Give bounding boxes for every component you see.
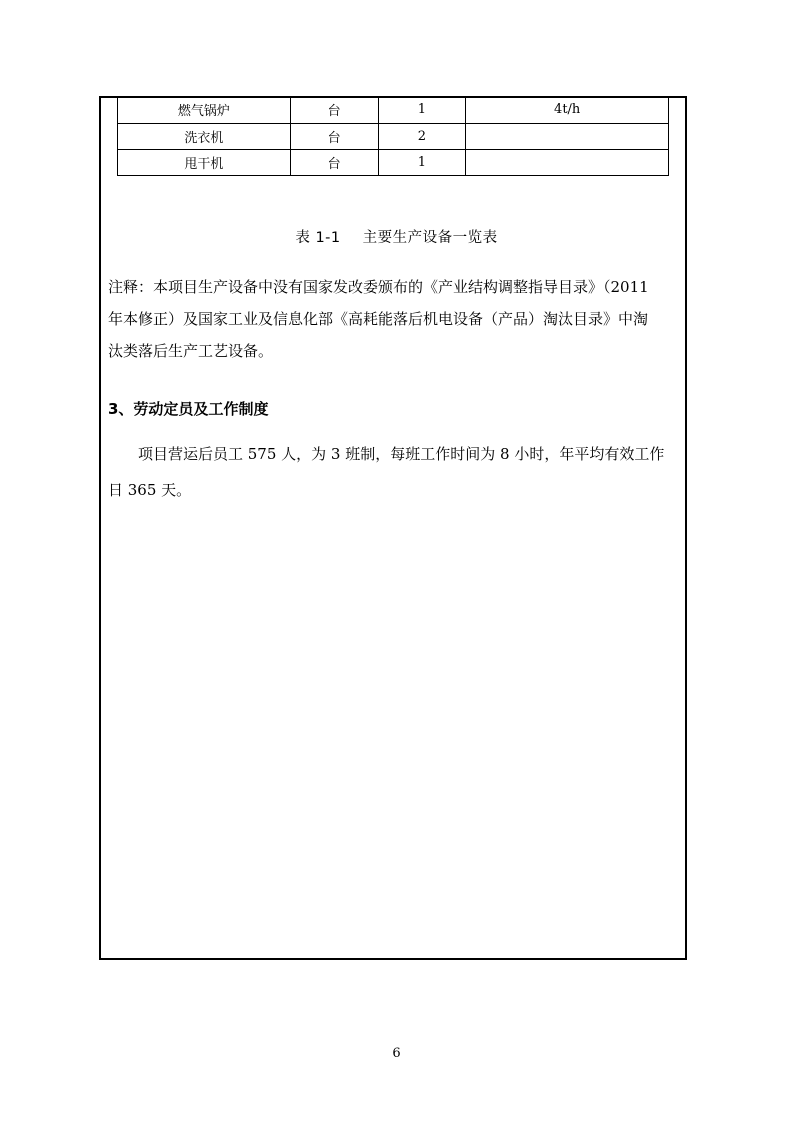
- page-number: 6: [392, 1046, 401, 1061]
- spec-cell: 4t/h: [466, 97, 669, 123]
- note-line: 年本修正）及国家工业及信息化部《高耗能落后机电设备（产品）淘汰目录》中淘: [108, 310, 649, 328]
- paragraph-line: 日 365 天。: [108, 481, 192, 499]
- table-row: [118, 123, 669, 149]
- note-paragraph: [108, 271, 683, 367]
- unit-cell: 台: [290, 149, 378, 175]
- equipment-name-cell: 洗衣机: [118, 123, 291, 149]
- note-line: 汰类落后生产工艺设备。: [108, 342, 274, 360]
- section-heading: 3、劳动定员及工作制度: [108, 400, 269, 418]
- unit-cell: 台: [290, 97, 378, 123]
- table-caption-number: 表 1-1: [295, 230, 341, 246]
- quantity-cell: 2: [378, 123, 466, 149]
- table-caption-title: 主要生产设备一览表: [362, 230, 498, 246]
- paragraph-line: 项目营运后员工 575 人，为 3 班制，每班工作时间为 8 小时，年平均有效工作: [138, 445, 665, 463]
- table-row: [118, 149, 669, 175]
- quantity-cell: 1: [378, 97, 466, 123]
- equipment-name-cell: 甩干机: [118, 149, 291, 175]
- table-row: [118, 97, 669, 123]
- quantity-cell: 1: [378, 149, 466, 175]
- staffing-paragraph: [108, 436, 683, 508]
- table-caption: [0, 226, 793, 247]
- note-line: 注释：本项目生产设备中没有国家发改委颁布的《产业结构调整指导目录》（2011: [108, 278, 649, 296]
- spec-cell: [466, 149, 669, 175]
- equipment-name-cell: 燃气锅炉: [118, 97, 291, 123]
- spec-cell: [466, 123, 669, 149]
- unit-cell: 台: [290, 123, 378, 149]
- equipment-table: [117, 97, 669, 176]
